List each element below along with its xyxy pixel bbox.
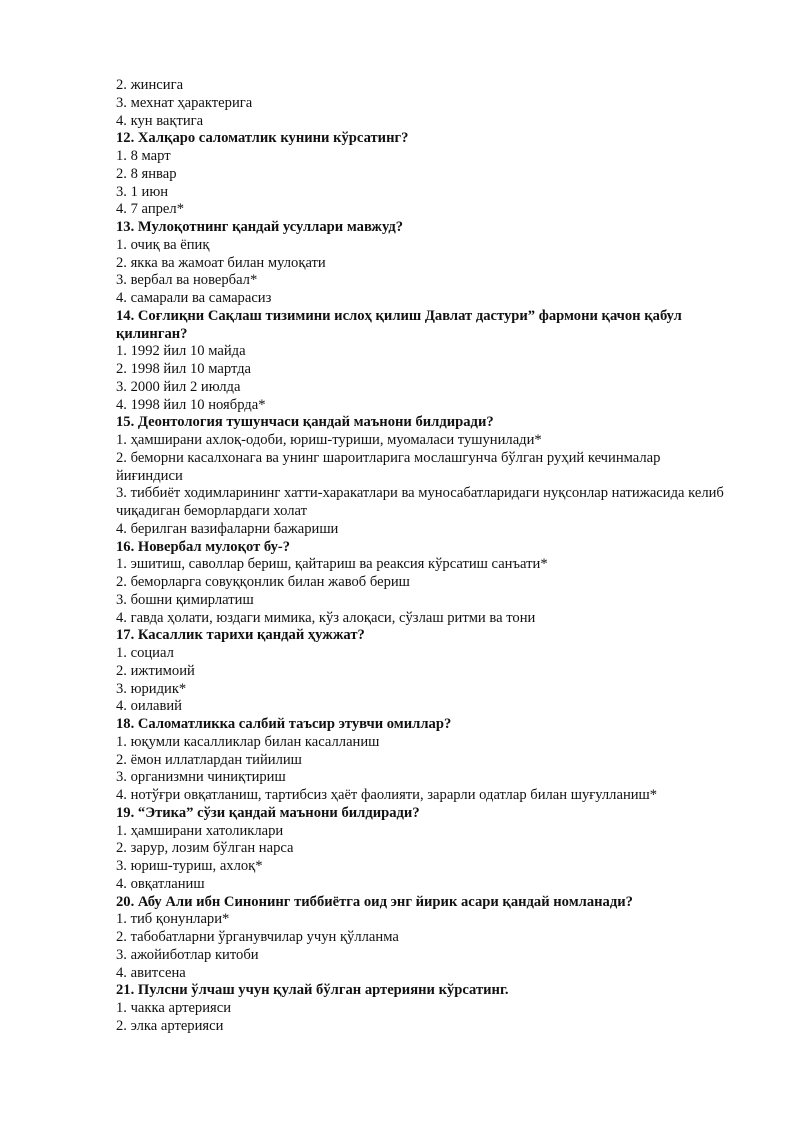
answer-option: 2. якка ва жамоат билан мулоқати: [116, 254, 326, 271]
answer-option: 3. организмни чиниқтириш: [116, 769, 286, 786]
question-heading: 17. Касаллик тарихи қандай ҳужжат?: [116, 627, 365, 644]
answer-option: 4. кун вақтига: [116, 112, 204, 129]
answer-option: 1. социал: [116, 645, 174, 661]
answer-option: 1. эшитиш, саволлар бериш, қайтариш ва реаксия кўрсатиш санъати*: [116, 556, 548, 573]
answer-option: 1. очиқ ва ёпиқ: [116, 236, 210, 253]
answer-option: 3. вербал ва новербал*: [116, 272, 258, 289]
question-heading: 12. Халқаро саломатлик кунини кўрсатинг?: [116, 130, 409, 147]
answer-option: 2. жинсига: [116, 77, 184, 93]
answer-option: 4. 1998 йил 10 ноябрда*: [116, 396, 266, 413]
answer-option: 2. ижтимоий: [116, 662, 195, 679]
question-heading: 19. “Этика” сўзи қандай маънони билдиради?: [116, 804, 420, 821]
answer-option: 1. 8 март: [116, 148, 171, 164]
answer-option: 4. овқатланиш: [116, 875, 205, 892]
answer-option: 4. нотўғри овқатланиш, тартибсиз ҳаёт фаолияти, зарарли одатлар билан шуғулланиш*: [116, 787, 658, 803]
answer-option: 3. 2000 йил 2 июлда: [116, 378, 241, 395]
answer-option: 4. гавда ҳолати, юздаги мимика, кўз алоқаси, сўзлаш ритми ва тони: [116, 609, 536, 626]
question-heading: 21. Пулсни ўлчаш учун қулай бўлган артерияни кўрсатинг.: [116, 982, 509, 999]
answer-option: 2. элка артерияси: [116, 1017, 224, 1034]
answer-option: 3. юридик*: [116, 680, 187, 697]
answer-option: 2. 8 январ: [116, 165, 177, 182]
answer-option: 4. берилган вазифаларни бажариши: [116, 520, 339, 537]
answer-option: 4. оилавий: [116, 698, 182, 715]
answer-option: 1. ҳамширани хатоликлари: [116, 822, 284, 839]
answer-option: 3. 1 июн: [116, 183, 169, 200]
answer-option: 2. беморни касалхонага ва унинг шароитларига мослашгунча бўлган руҳий кечинмалар йиғиндиси: [116, 449, 661, 484]
question-heading: 13. Мулоқотнинг қандай усуллари мавжуд?: [116, 219, 404, 235]
answer-option: 2. ёмон иллатлардан тийилиш: [116, 751, 302, 768]
question-heading: 14. Соғлиқни Сақлаш тизимини ислоҳ қилиш Давлат дастури” фармони қачон қабул қилинган?: [116, 307, 682, 342]
answer-option: 2. беморларга совуққонлик билан жавоб бериш: [116, 574, 410, 590]
answer-option: 3. юриш-туриш, ахлоқ*: [116, 858, 263, 874]
answer-option: 3. ажойиботлар китоби: [116, 946, 259, 963]
question-heading: 15. Деонтология тушунчаси қандай маънони билдиради?: [116, 414, 494, 431]
answer-option: 1. тиб қонунлари*: [116, 911, 230, 928]
answer-option: 1. 1992 йил 10 майда: [116, 343, 246, 360]
answer-option: 2. зарур, лозим бўлган нарса: [116, 840, 294, 857]
question-heading: 20. Абу Али ибн Синонинг тиббиётга оид энг йирик асари қандай номланади?: [116, 893, 633, 910]
answer-option: 3. мехнат ҳарактерига: [116, 94, 253, 111]
answer-option: 2. табобатларни ўрганувчилар учун қўлланма: [116, 929, 399, 945]
document-page: [116, 77, 726, 1036]
answer-option: 3. тиббиёт ходимларининг хатти-харакатлари ва муносабатларидаги нуқсонлар натижасида келиб чиқадиган беморлардаги холат: [116, 485, 724, 519]
answer-option: 4. самарали ва самарасиз: [116, 290, 272, 306]
answer-option: 1. ҳамширани ахлоқ-одоби, юриш-туриши, муомаласи тушунилади*: [116, 432, 542, 448]
answer-option: 4. авитсена: [116, 964, 186, 981]
answer-option: 3. бошни қимирлатиш: [116, 591, 254, 608]
answer-option: 4. 7 апрел*: [116, 201, 184, 218]
answer-option: 1. юқумли касалликлар билан касалланиш: [116, 733, 380, 750]
question-heading: 16. Новербал мулоқот бу-?: [116, 538, 291, 555]
answer-option: 2. 1998 йил 10 мартда: [116, 361, 252, 377]
question-heading: 18. Саломатликка салбий таъсир этувчи омиллар?: [116, 716, 452, 732]
answer-option: 1. чакка артерияси: [116, 1000, 232, 1016]
